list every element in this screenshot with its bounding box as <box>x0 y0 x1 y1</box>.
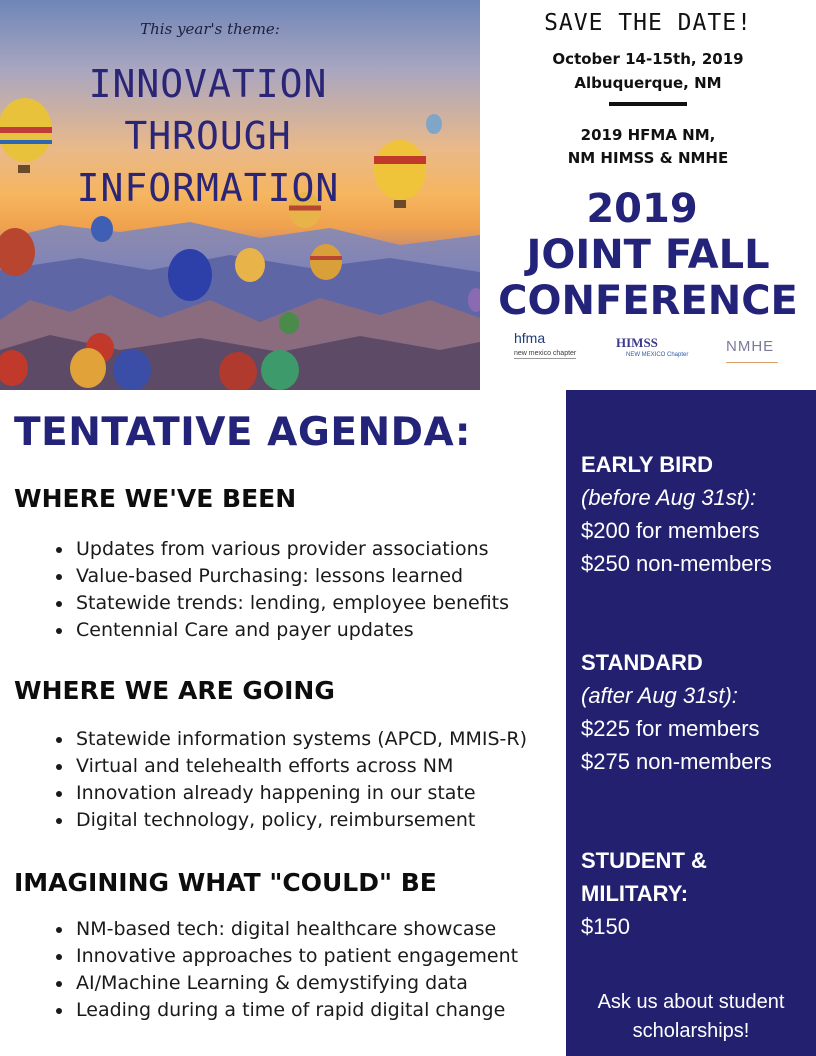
conference-title-year: 2019 <box>586 186 698 232</box>
theme-title <box>18 58 398 214</box>
conference-header <box>480 0 816 390</box>
header-divider <box>609 102 687 106</box>
list-item: Statewide trends: lending, employee benefits <box>54 590 509 617</box>
theme-title-line: INFORMATION <box>76 166 340 210</box>
list-item: Innovative approaches to patient engagement <box>54 943 518 970</box>
theme-title-line: INNOVATION <box>88 62 328 106</box>
list-item: Value-based Purchasing: lessons learned <box>54 563 509 590</box>
list-item: AI/Machine Learning & demystifying data <box>54 970 518 997</box>
theme-title-line: THROUGH <box>124 114 292 158</box>
section-list-been <box>54 536 509 644</box>
host-organizations-line: 2019 HFMA NM, <box>580 126 716 144</box>
hero-image <box>0 0 480 390</box>
list-item: NM-based tech: digital healthcare showcase <box>54 916 518 943</box>
nmhe-logo-bar <box>726 362 778 363</box>
list-item: Digital technology, policy, reimbursement <box>54 807 527 834</box>
student-label-line: MILITARY: <box>581 881 689 906</box>
theme-label: This year's theme: <box>140 20 280 38</box>
conference-title <box>480 186 816 324</box>
section-heading-been: WHERE WE'VE BEEN <box>14 484 297 513</box>
agenda <box>0 390 566 1056</box>
hfma-logo-sub: new mexico chapter <box>514 350 577 357</box>
student-military-pricing <box>581 844 707 943</box>
pricing-panel <box>566 390 816 1056</box>
list-item: Centennial Care and payer updates <box>54 617 509 644</box>
section-list-going <box>54 726 527 834</box>
nmhe-logo-name: NMHE <box>726 338 775 355</box>
list-item: Innovation already happening in our state <box>54 780 527 807</box>
early-bird-note: (before Aug 31st): <box>581 485 757 510</box>
host-organizations-line: NM HIMSS & NMHE <box>567 149 729 167</box>
early-bird-pricing <box>581 448 772 580</box>
himss-logo-name: HIMSS <box>616 335 658 350</box>
standard-non-members: $275 non-members <box>581 749 772 774</box>
hfma-logo-name: hfma <box>514 330 546 346</box>
standard-note: (after Aug 31st): <box>581 683 738 708</box>
list-item: Updates from various provider associations <box>54 536 509 563</box>
sponsor-logos <box>510 330 810 370</box>
list-item: Leading during a time of rapid digital change <box>54 997 518 1024</box>
student-price: $150 <box>581 914 630 939</box>
scholarship-note-line: Ask us about student <box>597 991 785 1013</box>
conference-title-line: JOINT FALL <box>526 232 770 278</box>
scholarship-note <box>566 988 816 1046</box>
nmhe-logo <box>726 338 778 363</box>
section-heading-could-be: IMAGINING WHAT "COULD" BE <box>14 868 437 897</box>
standard-members: $225 for members <box>581 716 760 741</box>
hfma-logo <box>514 330 576 359</box>
early-bird-members: $200 for members <box>581 518 760 543</box>
standard-pricing <box>581 646 772 778</box>
himss-logo <box>616 334 688 358</box>
save-the-date: SAVE THE DATE! <box>544 10 752 36</box>
conference-title-line: CONFERENCE <box>498 278 798 324</box>
list-item: Virtual and telehealth efforts across NM <box>54 753 527 780</box>
himss-logo-sub: NEW MEXICO Chapter <box>626 352 689 358</box>
standard-label: STANDARD <box>581 650 703 675</box>
scholarship-note-line: scholarships! <box>632 1020 750 1042</box>
event-location: Albuquerque, NM <box>574 74 722 92</box>
early-bird-non-members: $250 non-members <box>581 551 772 576</box>
list-item: Statewide information systems (APCD, MMIS-R) <box>54 726 527 753</box>
section-heading-going: WHERE WE ARE GOING <box>14 676 335 705</box>
event-dates: October 14-15th, 2019 <box>552 50 744 68</box>
section-list-could-be <box>54 916 518 1024</box>
early-bird-label: EARLY BIRD <box>581 452 714 477</box>
student-label-line: STUDENT & <box>581 848 707 873</box>
host-organizations <box>480 124 816 170</box>
agenda-title: TENTATIVE AGENDA: <box>14 410 471 455</box>
